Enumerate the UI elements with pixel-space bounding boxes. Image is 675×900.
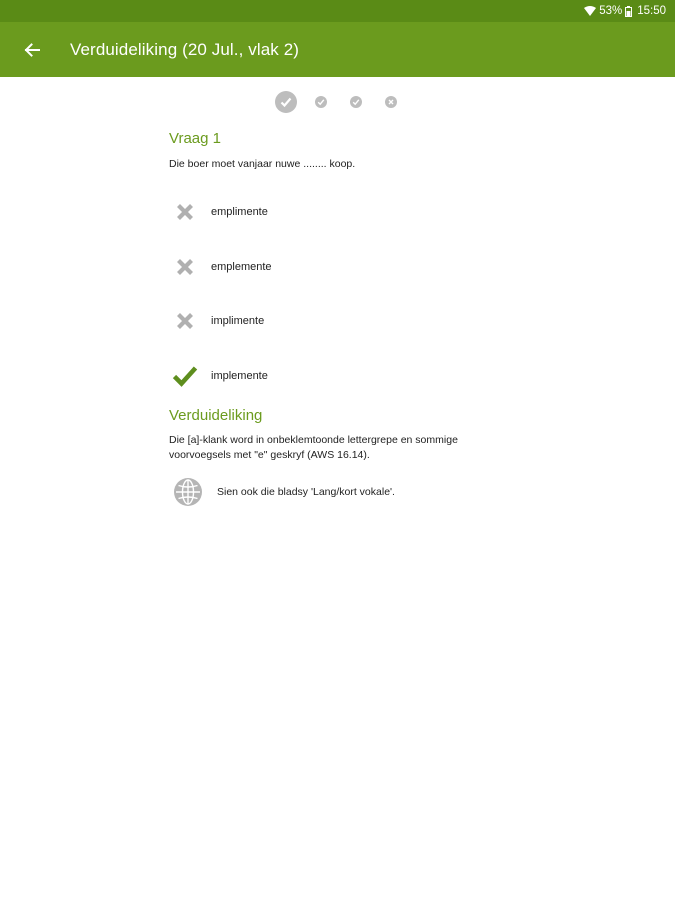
explanation-heading: Verduideliking [169, 407, 263, 424]
related-page-link[interactable] [169, 477, 489, 507]
answer-list [169, 185, 489, 403]
app-bar [0, 22, 675, 77]
answer-label: emplemente [211, 260, 272, 273]
answer-option-1[interactable] [169, 185, 489, 240]
check-icon [317, 98, 325, 106]
answer-label: implimente [211, 315, 265, 328]
clock: 15:50 [637, 5, 666, 17]
question-stepper [0, 88, 675, 116]
globe-icon [173, 477, 203, 507]
question-heading: Vraag 1 [169, 130, 221, 147]
answer-label: emplimente [211, 206, 268, 219]
check-icon [352, 98, 360, 106]
related-page-label: Sien ook die bladsy 'Lang/kort vokale'. [217, 486, 395, 498]
explanation-text: Die [a]-klank word in onbeklemtoonde lettergrepe en sommige voorvoegsels met "e" geskryf (AWS 16.14). [169, 434, 458, 461]
step-2[interactable] [315, 96, 327, 108]
question-card [169, 130, 489, 507]
cross-icon [169, 305, 201, 337]
cross-icon [169, 251, 201, 283]
answer-option-2[interactable] [169, 240, 489, 295]
answer-option-3[interactable] [169, 294, 489, 349]
wifi-icon [584, 6, 596, 16]
question-text: Die boer moet vanjaar nuwe ........ koop. [169, 158, 356, 170]
battery-icon [625, 6, 632, 17]
close-icon [387, 98, 395, 106]
step-3[interactable] [350, 96, 362, 108]
page-title: Verduideliking (20 Jul., vlak 2) [70, 39, 300, 59]
back-button[interactable] [12, 30, 52, 70]
battery-percentage: 53% [599, 5, 623, 17]
status-bar [0, 0, 675, 22]
step-1-current[interactable] [275, 91, 297, 113]
check-icon [169, 360, 201, 392]
cross-icon [169, 196, 201, 228]
answer-label: implemente [211, 369, 268, 382]
check-icon [279, 95, 293, 109]
arrow-left-icon [24, 42, 40, 58]
step-4[interactable] [385, 96, 397, 108]
answer-option-4[interactable] [169, 349, 489, 404]
